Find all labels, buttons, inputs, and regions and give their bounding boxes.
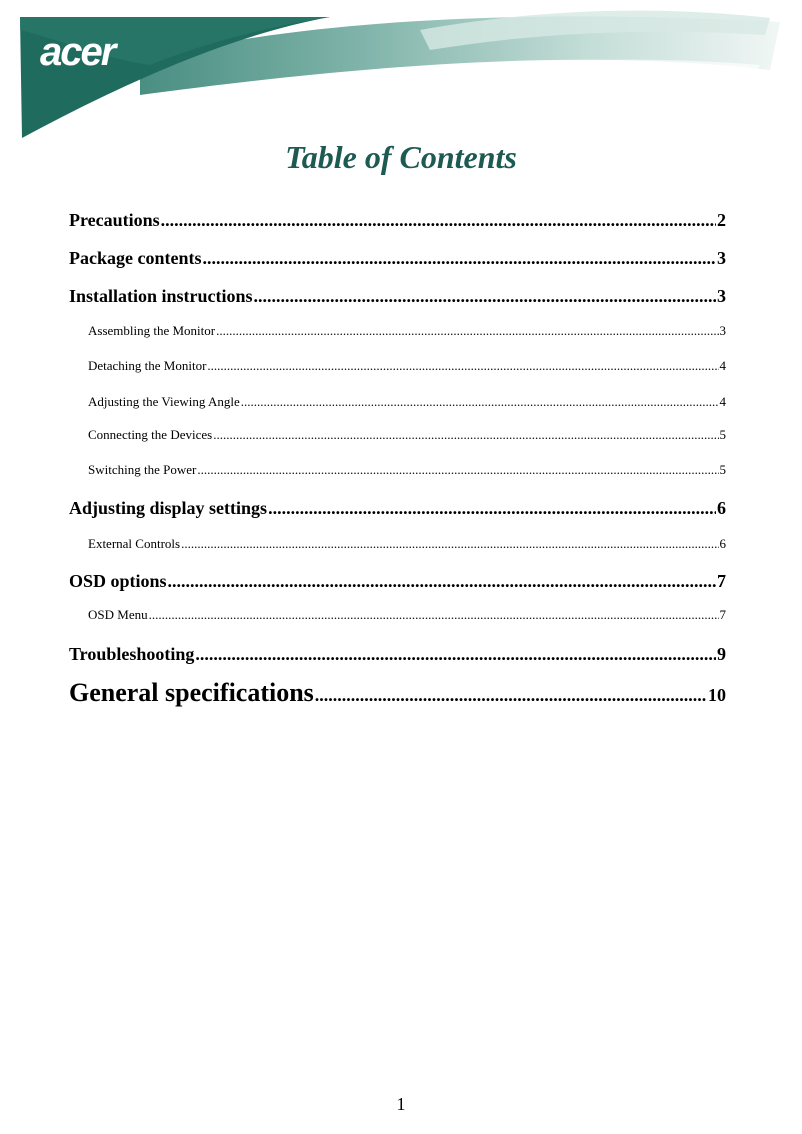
dot-leader (195, 642, 716, 666)
toc-entry-page: 2 (717, 210, 726, 230)
toc-entry-page: 3 (719, 323, 726, 338)
toc-entry-precautions[interactable] (69, 208, 726, 232)
toc-entry-installation-instructions[interactable] (69, 284, 726, 308)
dot-leader (181, 535, 718, 553)
toc-entry-osd-options[interactable] (69, 569, 726, 593)
toc-entry-label: Troubleshooting (69, 644, 195, 664)
toc-entry-page: 6 (717, 498, 726, 518)
toc-entry-page: 4 (719, 394, 726, 409)
toc-entry-label: Package contents (69, 248, 202, 268)
toc-entry-page: 7 (717, 571, 726, 591)
dot-leader (202, 246, 716, 270)
toc-entry-page: 7 (719, 607, 726, 622)
toc-entry-package-contents[interactable] (69, 246, 726, 270)
toc-entry-adjusting-viewing-angle[interactable] (69, 393, 726, 411)
dot-leader (149, 606, 719, 624)
dot-leader (161, 208, 716, 232)
acer-logo: acer (40, 30, 115, 74)
toc-entry-page: 6 (719, 536, 726, 551)
toc-entry-label: Adjusting the Viewing Angle (88, 394, 240, 409)
banner-swoosh-graphic (0, 0, 802, 145)
toc-entry-switching-power[interactable] (69, 461, 726, 479)
toc-entry-label: Adjusting display settings (69, 498, 268, 518)
page-number: 1 (396, 1094, 406, 1114)
header-banner (0, 0, 802, 145)
toc-entry-label: Switching the Power (88, 462, 197, 477)
toc-entry-page: 9 (717, 644, 726, 664)
toc-entry-detaching-monitor[interactable] (69, 357, 726, 375)
toc-entry-page: 4 (719, 358, 726, 373)
toc-entry-label: Installation instructions (69, 286, 253, 306)
dot-leader (268, 496, 716, 520)
toc-entry-troubleshooting[interactable] (69, 642, 726, 666)
toc-entry-page: 10 (708, 685, 726, 705)
dot-leader (216, 322, 718, 340)
toc-entry-general-specifications[interactable] (69, 677, 726, 711)
dot-leader (197, 461, 718, 479)
toc-entry-page: 5 (719, 462, 726, 477)
toc-entry-label: Assembling the Monitor (88, 323, 216, 338)
toc-entry-adjusting-display-settings[interactable] (69, 496, 726, 520)
toc-entry-connecting-devices[interactable] (69, 426, 726, 444)
toc-entry-label: Detaching the Monitor (88, 358, 207, 373)
toc-entry-label: Precautions (69, 210, 160, 230)
toc-entry-label: General specifications (69, 678, 314, 707)
toc-entry-assembling-monitor[interactable] (69, 322, 726, 340)
dot-leader (241, 393, 719, 411)
toc-entry-label: Connecting the Devices (88, 427, 213, 442)
toc-entry-label: OSD Menu (88, 607, 148, 622)
toc-entry-page: 5 (719, 427, 726, 442)
toc-entry-external-controls[interactable] (69, 535, 726, 553)
dot-leader (213, 426, 718, 444)
toc-entry-osd-menu[interactable] (69, 606, 726, 624)
dot-leader (168, 569, 716, 593)
toc-entry-label: OSD options (69, 571, 167, 591)
dot-leader (254, 284, 716, 308)
toc-entry-page: 3 (717, 248, 726, 268)
page-title: Table of Contents (285, 139, 517, 175)
toc-entry-label: External Controls (88, 536, 181, 551)
dot-leader (207, 357, 718, 375)
dot-leader (315, 679, 707, 711)
toc-entry-page: 3 (717, 286, 726, 306)
